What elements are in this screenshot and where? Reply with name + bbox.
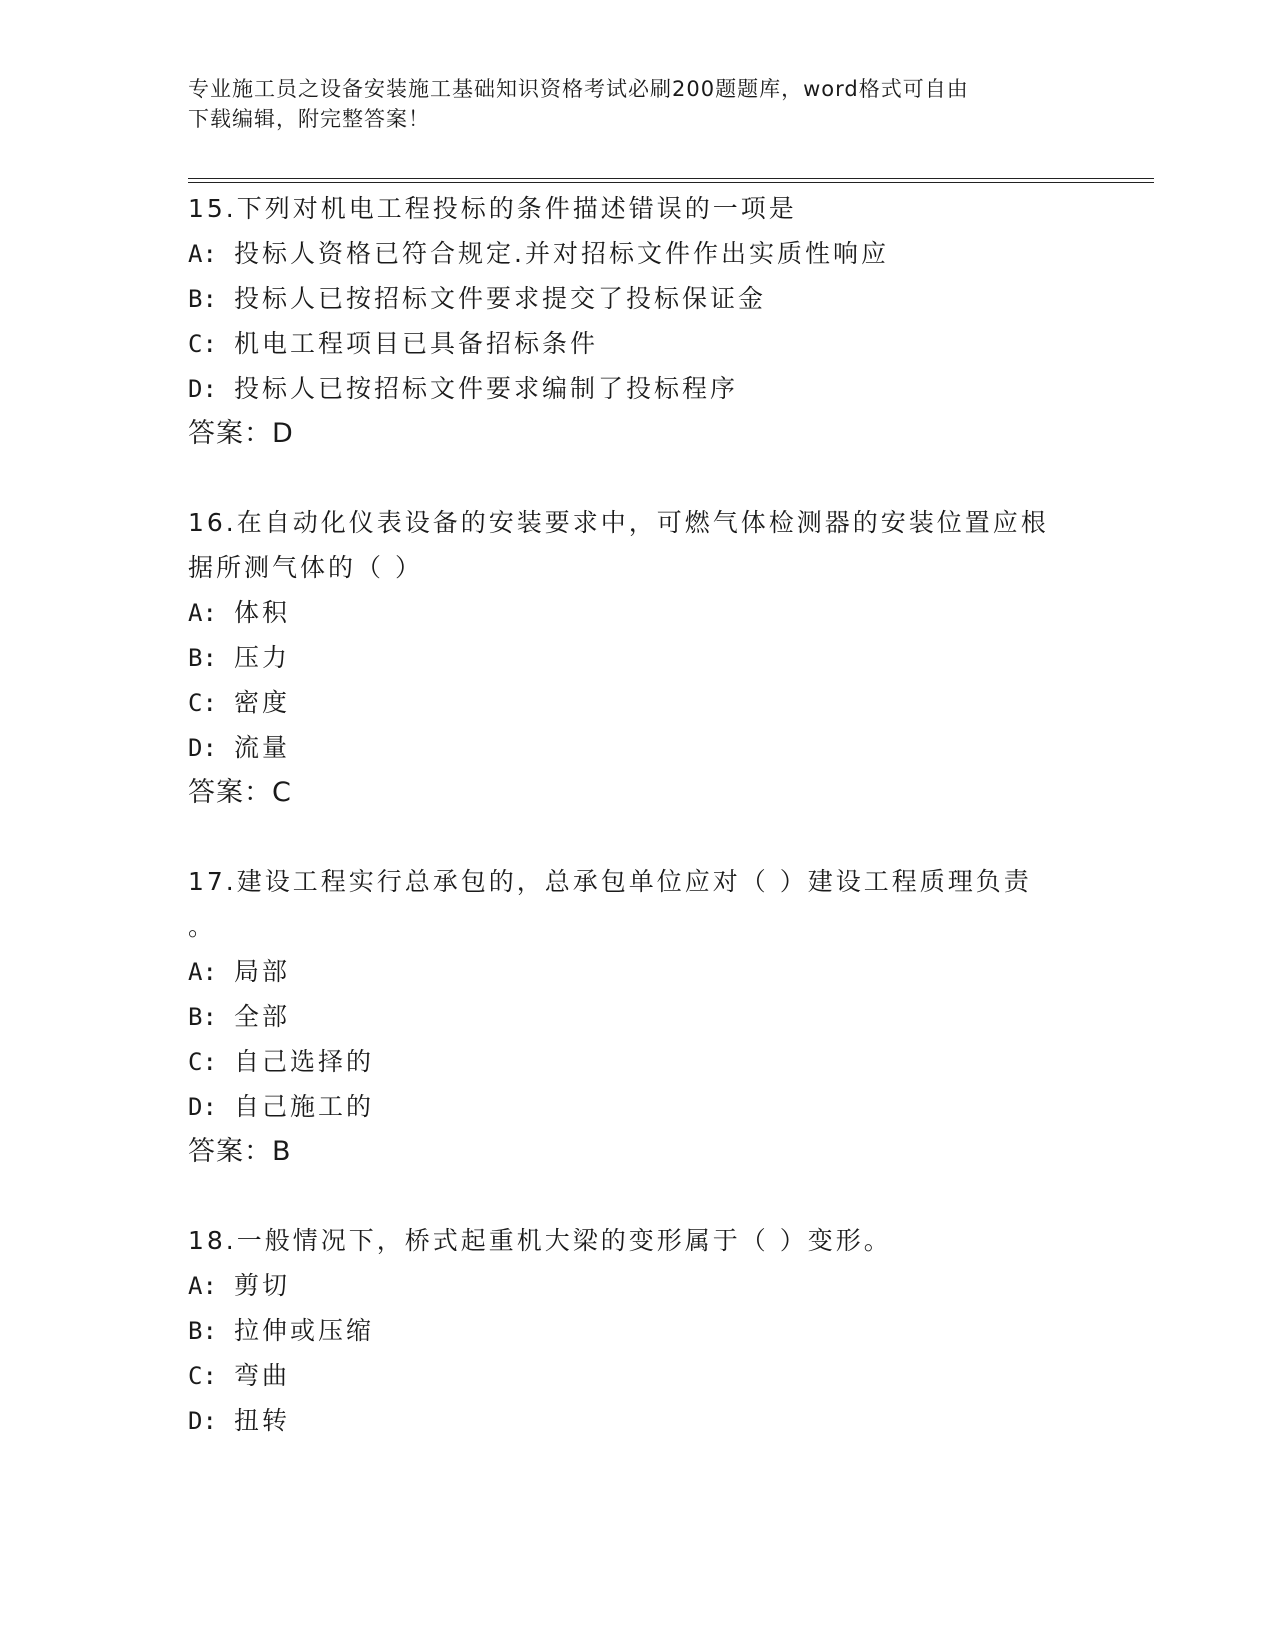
question-16-option-b [188,641,290,675]
document-header [188,74,1088,134]
question-15-answer: 答案：D [188,418,294,449]
option-letter: B: [188,1003,217,1031]
option-text: 投标人已按招标文件要求提交了投标保证金 [234,284,767,313]
question-17-stem-line-1: 17.建设工程实行总承包的，总承包单位应对（ ）建设工程质理负责 [188,867,1032,896]
question-18-option-b [188,1314,374,1348]
question-15-option-c [188,327,598,361]
option-text: 压力 [234,643,291,672]
option-letter: D: [188,1407,217,1435]
header-divider-top [188,178,1154,179]
question-17-answer: 答案：B [188,1136,292,1167]
option-text: 投标人资格已符合规定.并对招标文件作出实质性响应 [234,239,889,268]
option-letter: D: [188,375,217,403]
option-letter: D: [188,734,217,762]
option-text: 密度 [234,688,291,717]
question-17-option-a [188,955,290,989]
question-16-option-d [188,731,290,765]
option-text: 流量 [234,733,291,762]
option-text: 剪切 [234,1271,291,1300]
option-letter: C: [188,1048,217,1076]
option-letter: B: [188,644,217,672]
option-text: 弯曲 [234,1361,291,1390]
option-text: 投标人已按招标文件要求编制了投标程序 [234,374,739,403]
question-17-option-d [188,1090,374,1124]
question-16-option-a [188,596,290,630]
option-text: 自己施工的 [234,1092,375,1121]
option-letter: C: [188,1362,217,1390]
header-divider-bottom [188,182,1154,183]
question-15-option-a [188,237,889,271]
option-letter: A: [188,1272,217,1300]
option-letter: A: [188,599,217,627]
option-letter: A: [188,958,217,986]
question-16-answer: 答案：C [188,777,292,808]
question-18-option-a [188,1269,290,1303]
question-18-option-c [188,1359,290,1393]
option-letter: A: [188,240,217,268]
option-text: 拉伸或压缩 [234,1316,375,1345]
question-15-option-d [188,372,738,406]
option-text: 机电工程项目已具备招标条件 [234,329,599,358]
question-17-stem-line-2: 。 [188,912,217,941]
question-18-stem: 18.一般情况下，桥式起重机大梁的变形属于（ ）变形。 [188,1226,892,1255]
question-15-option-b [188,282,766,316]
option-text: 扭转 [234,1406,291,1435]
option-text: 体积 [234,598,291,627]
question-16-stem-line-2: 据所测气体的（ ） [188,553,423,582]
question-16-stem-line-1: 16.在自动化仪表设备的安装要求中，可燃气体检测器的安装位置应根 [188,508,1049,537]
option-letter: B: [188,285,217,313]
question-17-option-b [188,1000,290,1034]
question-17-option-c [188,1045,374,1079]
option-text: 局部 [234,957,291,986]
header-line-2: 下载编辑，附完整答案！ [188,107,430,131]
option-text: 自己选择的 [234,1047,375,1076]
option-text: 全部 [234,1002,291,1031]
question-15-stem: 15.下列对机电工程投标的条件描述错误的一项是 [188,194,797,223]
question-18-option-d [188,1404,290,1438]
question-16-option-c [188,686,290,720]
option-letter: C: [188,330,217,358]
option-letter: B: [188,1317,217,1345]
option-letter: C: [188,689,217,717]
header-line-1: 专业施工员之设备安装施工基础知识资格考试必刷200题题库，word格式可自由 [188,77,969,101]
option-letter: D: [188,1093,217,1121]
